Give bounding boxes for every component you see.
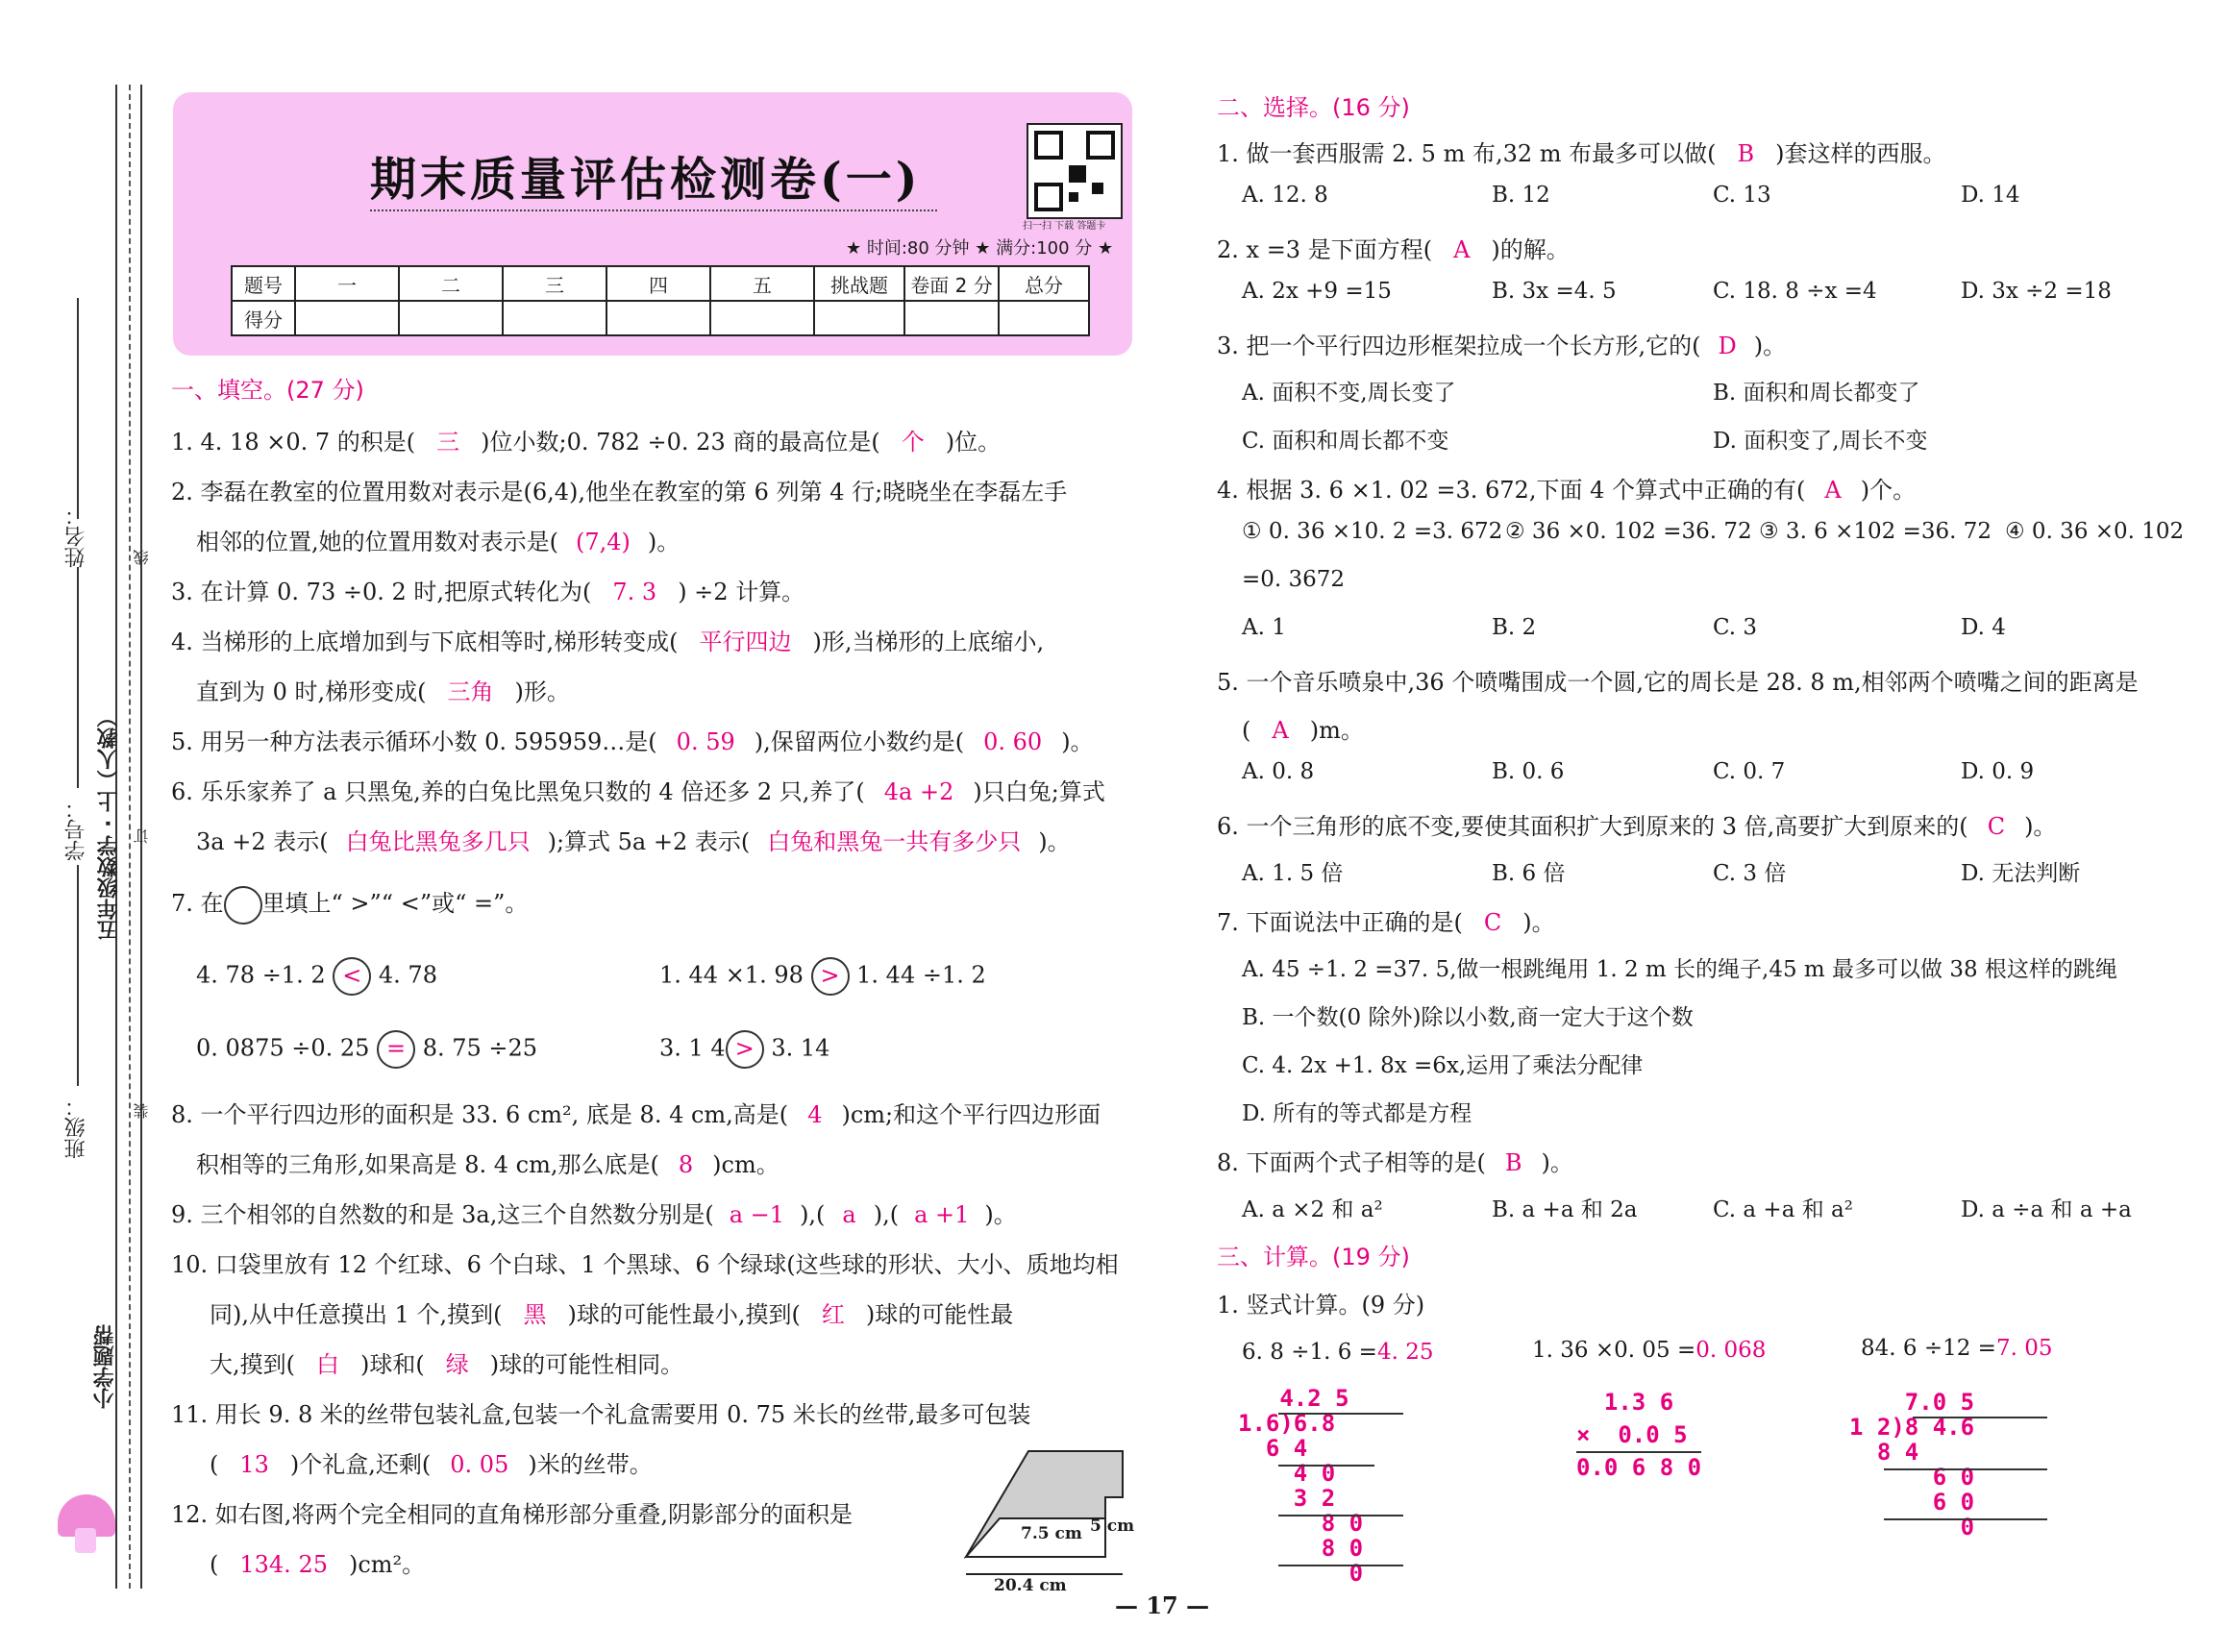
q9: 9. 三个相邻的自然数的和是 3a,这三个自然数分别是( a −1 ),( a ),( a +1 )。: [171, 1201, 1017, 1228]
c3: 3. 把一个平行四边形框架拉成一个长方形,它的( D )。: [1217, 333, 1787, 359]
fig-label-7-5: 7.5 cm: [1021, 1524, 1082, 1543]
calc-3: 84. 6 ÷12 =7. 05: [1861, 1336, 2053, 1361]
c6-opt-b[interactable]: B. 6 倍: [1492, 861, 1566, 886]
q7: 7. 在 里填上“ >”“ <”或“ =”。: [171, 884, 528, 925]
score-entry[interactable]: [606, 301, 710, 335]
q11-line2: ( 13 )个礼盒,还剩( 0. 05 )米的丝带。: [210, 1451, 653, 1478]
c4-expr-4-cont: =0. 3672: [1242, 567, 1346, 592]
id-underline: [77, 567, 79, 788]
score-label: 得分: [232, 301, 295, 335]
c8-opt-c[interactable]: C. a +a 和 a²: [1713, 1197, 1853, 1222]
c7-opt-b[interactable]: B. 一个数(0 除外)除以小数,商一定大于这个数: [1242, 1005, 1694, 1030]
q7-item-3: 0. 0875 ÷0. 25 = 8. 75 ÷25: [196, 1030, 537, 1069]
qr-caption: 扫一扫 下载 答题卡: [1023, 221, 1106, 232]
fig-label-20-4: 20.4 cm: [994, 1576, 1067, 1595]
c4: 4. 根据 3. 6 ×1. 02 =3. 672,下面 4 个算式中正确的有( A )个。: [1217, 477, 1917, 504]
score-cell: 五: [710, 266, 814, 301]
long-division-3: 7.0 5 1 2)8 4.6 8 4 6 0 6 0 0: [1849, 1389, 1975, 1541]
fig-label-5: 5 cm: [1090, 1516, 1135, 1536]
section-2-heading: 二、选择。(16 分): [1217, 94, 1410, 121]
c2-opt-b[interactable]: B. 3x =4. 5: [1492, 279, 1617, 304]
c4-expr-3: ③ 3. 6 ×102 =36. 72: [1759, 519, 1992, 544]
c7: 7. 下面说法中正确的是( C )。: [1217, 909, 1555, 936]
q7-item-1: 4. 78 ÷1. 2 < 4. 78: [196, 957, 437, 996]
q1: 1. 4. 18 ×0. 7 的积是( 三 )位小数;0. 782 ÷0. 23 商的最高位是( 个 )位。: [171, 429, 1002, 456]
c8-opt-d[interactable]: D. a ÷a 和 a +a: [1961, 1197, 2132, 1222]
c3-opt-d[interactable]: D. 面积变了,周长不变: [1713, 429, 1928, 454]
c7-opt-d[interactable]: D. 所有的等式都是方程: [1242, 1101, 1472, 1126]
c5-line2: ( A )m。: [1242, 717, 1364, 744]
c4-opt-c[interactable]: C. 3: [1713, 615, 1758, 640]
cut-char-3: 装: [133, 1103, 151, 1119]
section-1-heading: 一、填空。(27 分): [171, 377, 364, 404]
score-cell: 挑战题: [814, 266, 904, 301]
calc-heading: 1. 竖式计算。(9 分): [1217, 1292, 1425, 1319]
name-label: 姓名：: [64, 505, 88, 568]
score-entry[interactable]: [399, 301, 503, 335]
page-number: — 17 —: [1115, 1591, 1210, 1619]
q7-item-4: 3. 1 4 > 3. 14: [659, 1030, 829, 1069]
c1-opt-c[interactable]: C. 13: [1713, 183, 1771, 208]
score-header-row: [232, 266, 1089, 301]
title-underline: [370, 210, 937, 211]
c4-opt-b[interactable]: B. 2: [1492, 615, 1537, 640]
c7-opt-a[interactable]: A. 45 ÷1. 2 =37. 5,做一根跳绳用 1. 2 m 长的绳子,45 m 最多可以做 38 根这样的跳绳: [1242, 957, 2117, 982]
division-bar-1: [1278, 1413, 1403, 1415]
score-entry[interactable]: [814, 301, 904, 335]
q3: 3. 在计算 0. 73 ÷0. 2 时,把原式转化为( 7. 3 ) ÷2 计算。: [171, 579, 805, 605]
c3-opt-a[interactable]: A. 面积不变,周长变了: [1242, 381, 1456, 406]
q12-line1: 12. 如右图,将两个完全相同的直角梯形部分重叠,阴影部分的面积是: [171, 1501, 854, 1528]
q10-line3: 大,摸到( 白 )球和( 绿 )球的可能性相同。: [210, 1351, 684, 1378]
sub-rule-1b: [1278, 1515, 1403, 1516]
c2-opt-a[interactable]: A. 2x +9 =15: [1242, 279, 1392, 304]
id-label: 学号：: [64, 798, 88, 861]
section-3-heading: 三、计算。(19 分): [1217, 1244, 1410, 1270]
q6-line2: 3a +2 表示( 白兔比黑兔多几只 );算式 5a +2 表示( 白兔和黑兔一共有多少只 )。: [196, 828, 1071, 855]
score-cell: 题号: [232, 266, 295, 301]
exam-meta: ★ 时间:80 分钟 ★ 满分:100 分 ★: [846, 238, 1114, 259]
q10-line2: 同),从中任意摸出 1 个,摸到( 黑 )球的可能性最小,摸到( 红 )球的可能性最: [210, 1301, 1014, 1328]
score-cell: 二: [399, 266, 503, 301]
q2-line2: 相邻的位置,她的位置用数对表示是( (7,4) )。: [196, 529, 680, 555]
c4-opt-a[interactable]: A. 1: [1242, 615, 1286, 640]
score-cell: 卷面 2 分: [904, 266, 999, 301]
page-title: 期末质量评估检测卷(一): [370, 153, 922, 207]
c4-opt-d[interactable]: D. 4: [1961, 615, 2006, 640]
c4-expr-2: ② 36 ×0. 102 =36. 72: [1505, 519, 1752, 544]
c2: 2. x =3 是下面方程( A )的解。: [1217, 236, 1570, 263]
c2-opt-d[interactable]: D. 3x ÷2 =18: [1961, 279, 2112, 304]
c5-opt-a[interactable]: A. 0. 8: [1242, 759, 1315, 784]
c6-opt-c[interactable]: C. 3 倍: [1713, 861, 1787, 886]
c6-opt-a[interactable]: A. 1. 5 倍: [1242, 861, 1344, 886]
qr-code-icon[interactable]: [1027, 123, 1123, 219]
q4-line1: 4. 当梯形的上底增加到与下底相等时,梯形转变成( 平行四边 )形,当梯形的上底缩小,: [171, 629, 1045, 655]
sub-rule-3a: [1884, 1468, 2047, 1470]
q4-line2: 直到为 0 时,梯形变成( 三角 )形。: [196, 678, 570, 705]
multiplication-2: 1.3 6 × 0.0 5 0.0 6 8 0: [1576, 1389, 1702, 1481]
sub-rule-1a: [1278, 1465, 1374, 1467]
division-bar-3: [1913, 1417, 2047, 1418]
c6: 6. 一个三角形的底不变,要使其面积扩大到原来的 3 倍,高要扩大到原来的( C )。: [1217, 813, 2057, 840]
score-entry[interactable]: [904, 301, 999, 335]
q6-line1: 6. 乐乐家养了 a 只黑兔,养的白兔比黑兔只数的 4 倍还多 2 只,养了( 4a +2 )只白兔;算式: [171, 778, 1105, 805]
mushroom-stem-icon: [75, 1528, 96, 1553]
cut-char-1: 线: [133, 550, 151, 565]
q12-line2: ( 134. 25 )cm²。: [210, 1551, 426, 1578]
c5-opt-d[interactable]: D. 0. 9: [1961, 759, 2035, 784]
brand-label: 小学题帮: [93, 1324, 117, 1409]
c5-opt-c[interactable]: C. 0. 7: [1713, 759, 1786, 784]
score-table: [231, 265, 1090, 336]
mult-rule-2: [1576, 1451, 1701, 1453]
score-entry[interactable]: [710, 301, 814, 335]
class-label: 班级：: [64, 1096, 88, 1159]
q8-line2: 积相等的三角形,如果高是 8. 4 cm,那么底是( 8 )cm。: [196, 1151, 779, 1178]
q8-line1: 8. 一个平行四边形的面积是 33. 6 cm², 底是 8. 4 cm,高是( 4 )cm;和这个平行四边形面: [171, 1101, 1101, 1128]
q11-line1: 11. 用长 9. 8 米的丝带包装礼盒,包装一个礼盒需要用 0. 75 米长的丝带,最多可包装: [171, 1401, 1031, 1428]
score-cell: 总分: [999, 266, 1089, 301]
c1: 1. 做一套西服需 2. 5 m 布,32 m 布最多可以做( B )套这样的西服。: [1217, 140, 1946, 167]
c8: 8. 下面两个式子相等的是( B )。: [1217, 1149, 1573, 1176]
c1-opt-b[interactable]: B. 12: [1492, 183, 1550, 208]
grade-label: 五年级数学 · 上（人教）: [97, 706, 121, 941]
c5-opt-b[interactable]: B. 0. 6: [1492, 759, 1565, 784]
calc-1: 6. 8 ÷1. 6 =4. 25: [1242, 1340, 1434, 1365]
score-entry-row: [232, 301, 1089, 335]
c4-expr-1: ① 0. 36 ×10. 2 =3. 672: [1242, 519, 1503, 544]
score-cell: 一: [295, 266, 399, 301]
c5-line1: 5. 一个音乐喷泉中,36 个喷嘴围成一个圆,它的周长是 28. 8 m,相邻两个喷嘴之间的距离是: [1217, 669, 2139, 696]
name-underline: [77, 298, 79, 519]
c1-opt-a[interactable]: A. 12. 8: [1242, 183, 1328, 208]
q7-item-2: 1. 44 ×1. 98 > 1. 44 ÷1. 2: [659, 957, 986, 996]
c4-expr-4: ④ 0. 36 ×0. 102: [2005, 519, 2185, 544]
sub-rule-1c: [1278, 1565, 1403, 1566]
score-entry[interactable]: [295, 301, 399, 335]
q5: 5. 用另一种方法表示循环小数 0. 595959…是( 0. 59 ),保留两位小数约是( 0. 60 )。: [171, 728, 1094, 755]
c2-opt-c[interactable]: C. 18. 8 ÷x =4: [1713, 279, 1877, 304]
score-cell: 四: [606, 266, 710, 301]
c7-opt-c[interactable]: C. 4. 2x +1. 8x =6x,运用了乘法分配律: [1242, 1053, 1644, 1078]
q2-line1: 2. 李磊在教室的位置用数对表示是(6,4),他坐在教室的第 6 列第 4 行;晓晓坐在李磊左手: [171, 479, 1068, 505]
long-division-1: 4.2 5 1.6)6.8 6 4 4 0 3 2 8 0 8 0 0: [1238, 1385, 1364, 1587]
score-cell: 三: [503, 266, 606, 301]
trapezoid-figure: [961, 1442, 1134, 1586]
cut-char-2: 订: [133, 828, 151, 844]
class-underline: [77, 865, 79, 1086]
score-entry[interactable]: [503, 301, 606, 335]
c8-opt-a[interactable]: A. a ×2 和 a²: [1242, 1197, 1383, 1222]
c8-opt-b[interactable]: B. a +a 和 2a: [1492, 1197, 1638, 1222]
score-entry[interactable]: [999, 301, 1089, 335]
sub-rule-3b: [1884, 1518, 2047, 1520]
c3-opt-b[interactable]: B. 面积和周长都变了: [1713, 381, 1920, 406]
c6-opt-d[interactable]: D. 无法判断: [1961, 861, 2081, 886]
q10-line1: 10. 口袋里放有 12 个红球、6 个白球、1 个黑球、6 个绿球(这些球的形状、大小、质地均相: [171, 1251, 1119, 1278]
calc-2: 1. 36 ×0. 05 =0. 068: [1532, 1338, 1767, 1363]
c3-opt-c[interactable]: C. 面积和周长都不变: [1242, 429, 1449, 454]
c1-opt-d[interactable]: D. 14: [1961, 183, 2020, 208]
blank-circle-icon: [224, 886, 262, 925]
